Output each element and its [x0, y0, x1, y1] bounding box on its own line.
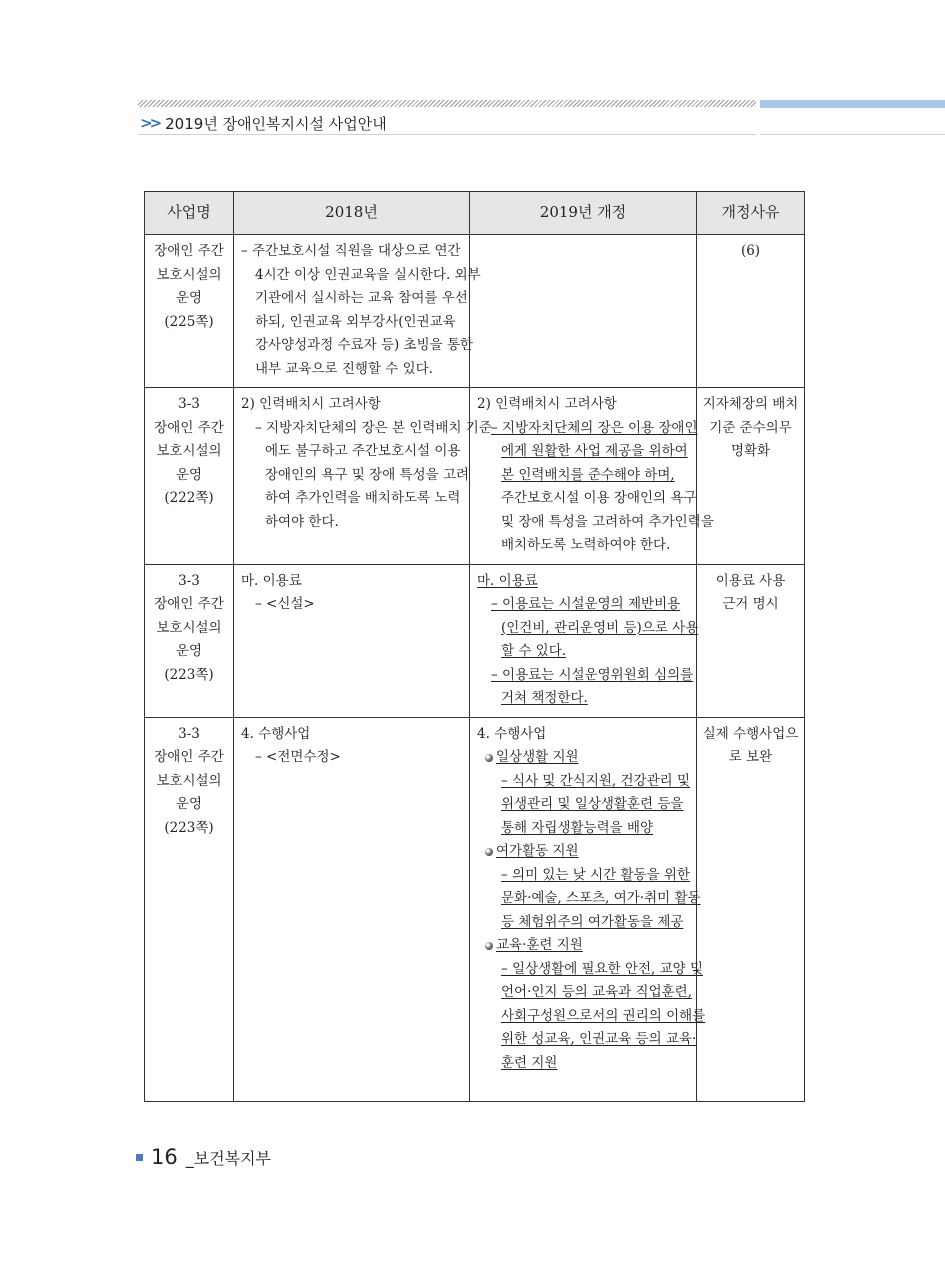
cell-2019	[470, 564, 697, 717]
cell-2018	[234, 564, 470, 717]
cell-line: 강사양성과정 수료자 등) 초빙을 통한	[255, 337, 474, 353]
cell-line: 에도 불구하고 주간보호시설 이용	[265, 443, 461, 459]
cell-line: 주간보호시설 이용 장애인의 욕구	[501, 490, 697, 506]
cell-line: 2) 인력배치시 고려사항	[241, 396, 381, 412]
cell-line: (225쪽)	[164, 313, 214, 330]
cell-line: 3-3	[178, 396, 200, 412]
cell-line: – 이용료는 시설운영의 제반비용	[491, 596, 681, 612]
cell-line: 및 장애 특성을 고려하여 추가인력을	[501, 513, 714, 530]
cell-line: 근거 명시	[722, 596, 779, 612]
cell-line: 운영	[175, 643, 203, 659]
cell-reason	[697, 235, 805, 388]
table-header-row	[145, 192, 805, 235]
cell-line: 사회구성원으로서의 권리의 이해를	[501, 1007, 706, 1024]
cell-line: 문화·예술, 스포츠, 여가·취미 활동	[501, 890, 701, 906]
cell-line: 본 인력배치를 준수해야 하며,	[501, 466, 675, 483]
footer-square-icon	[136, 1154, 143, 1161]
cell-program-name	[145, 235, 234, 388]
cell-line: 에게 원활한 사업 제공을 위하여	[501, 443, 688, 459]
bullet-heading	[477, 934, 690, 958]
header-hatch-bar	[138, 100, 756, 107]
cell-line: – 의미 있는 낮 시간 활동을 위한	[501, 866, 690, 883]
cell-line: 4. 수행사업	[477, 725, 547, 742]
cell-2019	[470, 388, 714, 565]
cell-line: – 일상생활에 필요한 안전, 교양 및	[501, 960, 704, 977]
revision-table	[144, 191, 805, 1102]
cell-2018	[234, 717, 470, 1102]
cell-line: 2) 인력배치시 고려사항	[477, 396, 617, 412]
cell-line: 4. 수행사업	[241, 725, 311, 742]
cell-line: 3-3	[178, 725, 200, 742]
round-bullet-icon	[485, 754, 493, 762]
cell-line: 장애인 주간	[154, 596, 224, 612]
cell-line: 훈련 지원	[501, 1054, 558, 1071]
col-header-name: 사업명	[145, 192, 234, 235]
cell-line: 장애인의 욕구 및 장애 특성을 고려	[265, 466, 470, 483]
bullet-heading-text: 교육·훈련 지원	[496, 937, 583, 953]
header-rule-right	[760, 134, 945, 135]
cell-line: 기관에서 실시하는 교육 참여를 우선	[255, 290, 468, 306]
cell-line: – 주간보호시설 직원을 대상으로 연간	[241, 243, 461, 259]
bullet-heading-text: 일상생활 지원	[496, 749, 579, 765]
cell-line: 이용료 사용	[715, 572, 786, 589]
cell-reason	[697, 717, 805, 1102]
table-row	[145, 717, 805, 1102]
cell-line: 하여 추가인력을 배치하도록 노력	[265, 490, 461, 506]
cell-line: 하되, 인권교육 외부강사(인권교육	[255, 313, 456, 330]
cell-line: – <신설>	[255, 596, 315, 612]
cell-line: 보호시설의	[156, 443, 222, 459]
footer-org: _보건복지부	[185, 1148, 272, 1168]
cell-2019	[470, 235, 697, 388]
cell-line: 지자체장의 배치	[702, 396, 799, 412]
header-accent-bar	[760, 100, 945, 108]
cell-line: (223쪽)	[164, 819, 214, 836]
cell-line: – <전면수정>	[255, 749, 341, 765]
col-header-reason: 개정사유	[697, 192, 805, 235]
cell-line: 언어·인지 등의 교육과 직업훈련,	[501, 984, 692, 1000]
cell-2019	[470, 717, 706, 1102]
cell-line: (223쪽)	[164, 666, 214, 683]
cell-line: (6)	[740, 243, 761, 259]
cell-line: 내부 교육으로 진행할 수 있다.	[255, 360, 433, 377]
table-row	[145, 564, 805, 717]
cell-line: 통해 자립생활능력을 배양	[501, 819, 654, 836]
cell-line: 장애인 주간	[154, 749, 224, 765]
cell-line: 보호시설의	[156, 772, 222, 789]
cell-line: – 식사 및 간식지원, 건강관리 및	[501, 772, 690, 789]
bullet-heading-text: 여가활동 지원	[496, 843, 579, 859]
header-title: 2019년 장애인복지시설 사업안내	[165, 114, 387, 133]
running-header	[140, 113, 387, 133]
cell-line: – 이용료는 시설운영위원회 심의를	[491, 666, 694, 683]
col-header-2018: 2018년	[234, 192, 470, 235]
double-chevron-icon: >>	[140, 114, 160, 132]
cell-line: (222쪽)	[164, 490, 214, 506]
cell-line: (인건비, 관리운영비 등)으로 사용	[501, 619, 699, 636]
col-header-2019: 2019년 개정	[470, 192, 697, 235]
cell-line: 운영	[175, 290, 203, 306]
table-row	[145, 235, 805, 388]
cell-line: 등 체험위주의 여가활동을 제공	[501, 913, 684, 930]
bullet-heading	[477, 746, 690, 770]
cell-line: 기준 준수의무	[709, 419, 792, 436]
cell-2018	[234, 235, 481, 388]
cell-line: 거쳐 책정한다.	[501, 690, 588, 706]
cell-reason	[697, 388, 805, 565]
cell-line: 보호시설의	[156, 266, 222, 283]
cell-reason	[697, 564, 805, 717]
cell-line: 배치하도록 노력하여야 한다.	[501, 537, 671, 553]
cell-line: 명확화	[730, 443, 771, 459]
cell-2018	[234, 388, 492, 565]
cell-line: 보호시설의	[156, 619, 222, 636]
round-bullet-icon	[485, 942, 493, 950]
cell-line: 위생관리 및 일상생활훈련 등을	[501, 796, 684, 812]
cell-line: 운영	[175, 796, 203, 812]
cell-line: – 지방자치단체의 장은 이용 장애인	[491, 419, 698, 436]
cell-line: 실제 수행사업으	[702, 725, 799, 742]
header-rule	[138, 134, 756, 135]
page-number: 16	[151, 1145, 178, 1169]
cell-program-name	[145, 564, 234, 717]
page-footer	[136, 1143, 271, 1171]
cell-line: 3-3	[178, 572, 200, 589]
cell-line: 할 수 있다.	[501, 643, 567, 659]
cell-line: 마. 이용료	[477, 572, 538, 589]
cell-program-name	[145, 717, 234, 1102]
table-row	[145, 388, 805, 565]
cell-line: 운영	[175, 466, 203, 483]
bullet-heading	[477, 840, 690, 864]
cell-line: 하여야 한다.	[265, 513, 339, 530]
cell-line: 장애인 주간	[154, 243, 224, 259]
cell-program-name	[145, 388, 234, 565]
cell-line: – 지방자치단체의 장은 본 인력배치 기준	[255, 419, 492, 436]
cell-line: 마. 이용료	[241, 572, 302, 589]
cell-line: 로 보완	[728, 749, 773, 765]
round-bullet-icon	[485, 848, 493, 856]
cell-line: 장애인 주간	[154, 419, 224, 436]
cell-line: 위한 성교육, 인권교육 등의 교육·	[501, 1031, 697, 1047]
cell-line: 4시간 이상 인권교육을 실시한다. 외부	[255, 266, 481, 283]
